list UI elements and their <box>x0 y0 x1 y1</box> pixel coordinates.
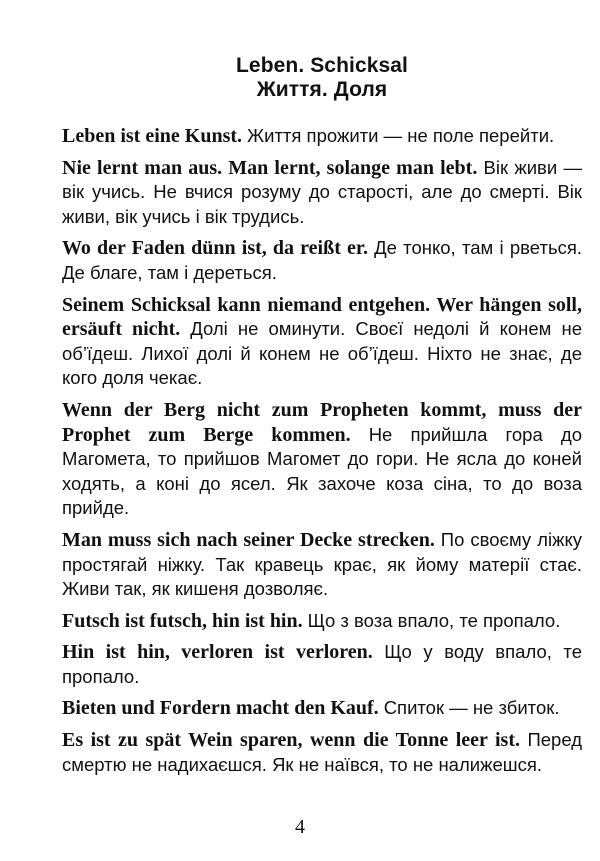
page-number: 4 <box>295 816 305 838</box>
proverb-entry-7 <box>62 609 582 634</box>
heading-german: Leben. Schicksal <box>235 54 408 77</box>
page-content <box>62 54 582 784</box>
proverb-german: Futsch ist futsch, hin ist hin. <box>62 609 303 632</box>
proverb-entry-1 <box>62 124 582 149</box>
proverb-entry-2 <box>62 156 582 230</box>
proverb-entry-9 <box>62 696 582 721</box>
section-heading <box>62 54 582 102</box>
proverb-german: Es ist zu spät Wein sparen, wenn die Tonne leer ist. <box>62 729 520 752</box>
proverb-german: Leben ist eine Kunst. <box>62 125 243 147</box>
proverb-ukrainian: Життя прожити — не поле перейти. <box>247 125 555 146</box>
proverb-german: Bieten und Fordern macht den Kauf. <box>62 697 379 720</box>
proverb-ukrainian: По своєму ліжку простягай ніжку. Так кравець крає, як йому матерії стає. Живи так, як кишеня дозволяє. <box>62 528 583 600</box>
proverb-german: Man muss sich nach seiner Decke strecken. <box>62 528 435 551</box>
proverb-ukrainian: Що у воду впало, те пропало. <box>62 641 582 687</box>
proverb-german: Nie lernt man aus. Man lernt, solange man lebt. <box>62 156 478 179</box>
proverb-ukrainian: Не прийшла гора до Магомета, то прийшов Магомет до гори. Не ясла до коней ходять, а коні до ясел. Як захоче коза сіна, то до воза прийде. <box>62 423 583 519</box>
proverb-entry-3 <box>62 236 582 285</box>
proverb-ukrainian: Спиток — не збиток. <box>383 697 560 719</box>
proverb-entry-10 <box>62 728 582 777</box>
proverb-ukrainian: Перед смертю не надихаєшся. Як не наївся, то не налижешся. <box>62 729 583 775</box>
proverb-entry-4 <box>62 293 582 391</box>
proverb-ukrainian: Що з воза впало, те пропало. <box>307 609 561 631</box>
proverb-ukrainian: Де тонко, там і рветься. Де благе, там і дереться. <box>62 237 582 283</box>
heading-ukrainian: Життя. Доля <box>256 78 388 101</box>
proverb-german: Wo der Faden dünn ist, da reißt er. <box>62 237 368 260</box>
proverb-entry-5 <box>62 398 582 521</box>
proverb-german: Wenn der Berg nicht zum Propheten kommt, muss der Prophet zum Berge kommen. <box>62 398 582 446</box>
proverb-entry-6 <box>62 528 582 602</box>
proverb-ukrainian: Вік живи — вік учись. Не вчися розуму до старості, але до смерті. Вік живи, вік учись і вік трудись. <box>62 156 583 227</box>
proverb-german: Seinem Schicksal kann niemand entgehen. Wer hängen soll, ersäuft nicht. <box>62 293 582 341</box>
proverb-german: Hin ist hin, verloren ist verloren. <box>62 641 373 664</box>
proverb-ukrainian: Долі не оминути. Своєї недолі й конем не об’їдеш. Лихої долі й конем не об’їдеш. Ніхто не знає, де кого доля чекає. <box>62 318 582 389</box>
proverb-entry-8 <box>62 640 582 689</box>
